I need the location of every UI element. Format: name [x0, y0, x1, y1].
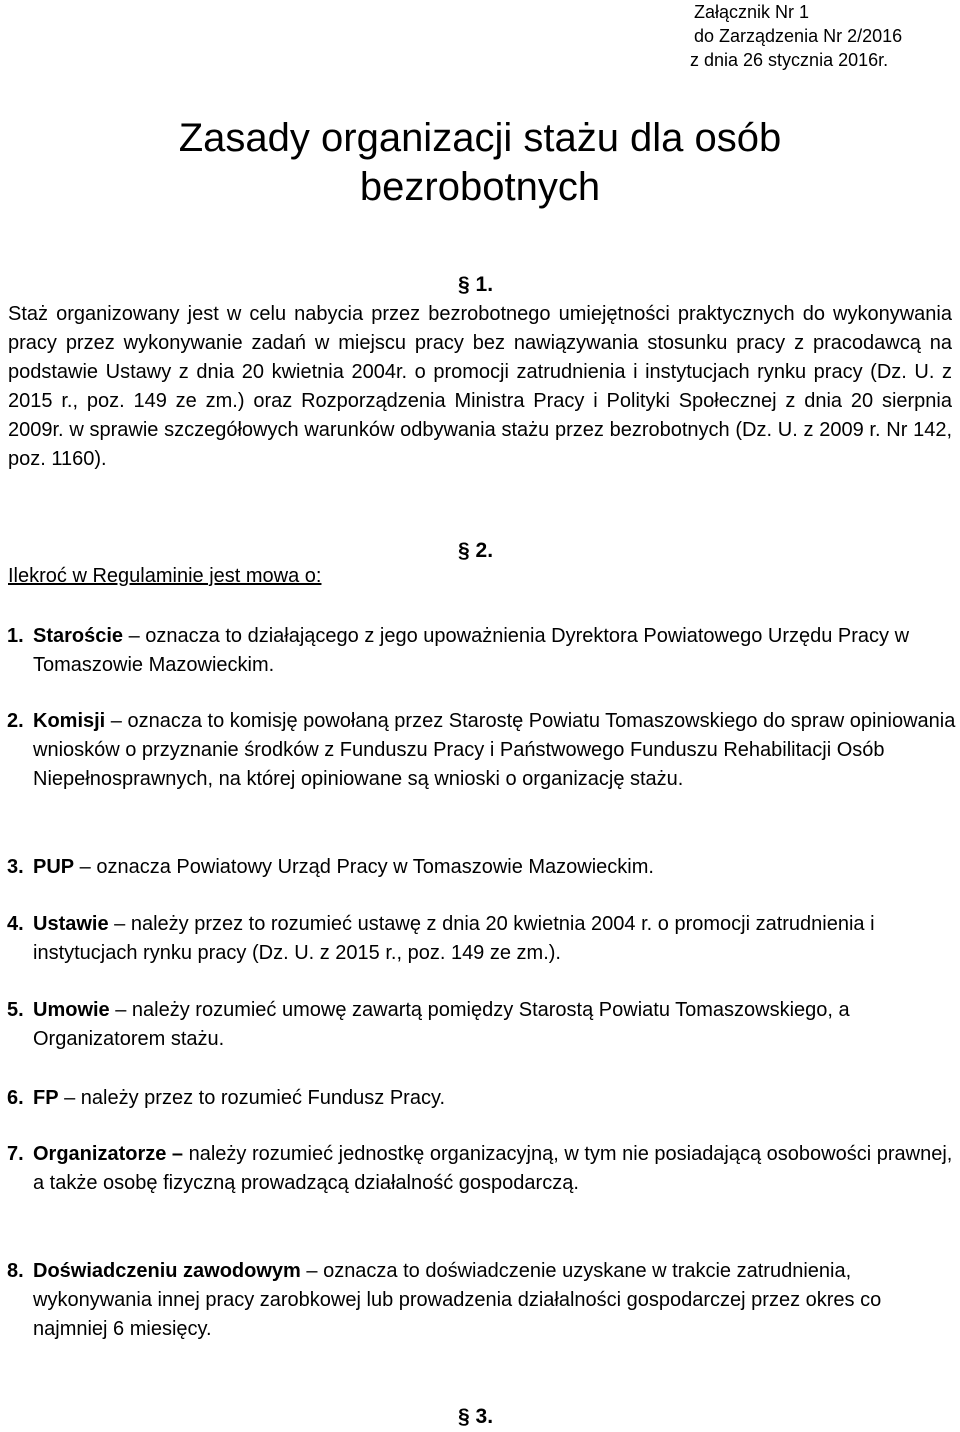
definition-text: – należy przez to rozumieć ustawę z dnia 20 kwietnia 2004 r. o promocji zatrudnienia i instytucjach rynku pracy (Dz. U. z 2015 r., poz. 149 ze zm.).	[33, 913, 875, 964]
definition-item	[7, 622, 958, 680]
definition-number: 6.	[7, 1087, 24, 1109]
definition-item	[7, 1140, 958, 1198]
definition-text: – należy rozumieć umowę zawartą pomiędzy Starostą Powiatu Tomaszowskiego, a Organizatorem stażu.	[33, 999, 850, 1050]
definition-term: Staroście	[33, 625, 124, 647]
definition-term: Doświadczeniu zawodowym	[33, 1260, 301, 1282]
definition-term: Organizatorze –	[33, 1143, 184, 1165]
definition-number: 3.	[7, 856, 24, 878]
definition-number: 1.	[7, 625, 24, 647]
section-2-marker: § 2.	[458, 539, 494, 562]
regulation-date: z dnia 26 stycznia 2016r.	[690, 50, 889, 70]
definition-number: 2.	[7, 710, 24, 732]
definition-number: 7.	[7, 1143, 24, 1165]
definition-text: należy rozumieć jednostkę organizacyjną, w tym nie posiadającą osobowości prawnej, a także osobę fizyczną prowadzącą działalność gospodarczą.	[33, 1143, 953, 1194]
definition-item	[7, 853, 958, 882]
definition-item	[7, 1257, 958, 1344]
definition-number: 4.	[7, 913, 24, 935]
regulation-reference: do Zarządzenia Nr 2/2016	[694, 26, 903, 46]
definition-text: – oznacza to działającego z jego upoważnienia Dyrektora Powiatowego Urzędu Pracy w Tomaszowie Mazowieckim.	[33, 625, 910, 676]
definition-text: – należy przez to rozumieć Fundusz Pracy.	[58, 1087, 446, 1109]
section-3-marker: § 3.	[458, 1405, 494, 1428]
section-1-marker: § 1.	[458, 273, 494, 296]
definition-item	[7, 1084, 958, 1113]
attachment-number: Załącznik Nr 1	[694, 2, 810, 22]
definition-item	[7, 910, 958, 968]
title-line-1: Zasady organizacji stażu dla osób	[178, 116, 782, 160]
definition-text: – oznacza to doświadczenie uzyskane w trakcie zatrudnienia, wykonywania innej pracy zarobkowej lub prowadzenia działalności gospodarczej przez okres co najmniej 6 miesięcy.	[33, 1260, 882, 1340]
definition-item	[7, 996, 958, 1054]
definition-term: PUP	[33, 856, 75, 878]
document-title	[0, 114, 960, 212]
definition-item	[7, 707, 958, 794]
definition-term: Ustawie	[33, 913, 109, 935]
intro-text: Staż organizowany jest w celu nabycia przez bezrobotnego umiejętności praktycznych do wykonywania pracy przez wykonywanie zadań w miejscu pracy bez nawiązywania stosunku pracy z pracodawcą na podstawie Ustawy z dnia 20 kwietnia 2004r. o promocji zatrudnienia i instytucjach rynku pracy (Dz. U. z 2015 r., poz. 149 ze zm.) oraz Rozporządzenia Ministra Pracy i Polityki Społecznej z dnia 20 sierpnia 2009r. w sprawie szczegółowych warunków odbywania stażu przez bezrobotnych (Dz. U. z 2009 r. Nr 142, poz. 1160).	[8, 303, 952, 470]
definition-number: 8.	[7, 1260, 24, 1282]
definition-term: Umowie	[33, 999, 110, 1021]
definition-text: – oznacza Powiatowy Urząd Pracy w Tomaszowie Mazowieckim.	[74, 856, 654, 878]
definition-term: Komisji	[33, 710, 106, 732]
intro-paragraph	[8, 300, 952, 474]
attachment-header	[690, 0, 902, 72]
definition-text: – oznacza to komisję powołaną przez Starostę Powiatu Tomaszowskiego do spraw opiniowania wniosków o przyznanie środków z Funduszu Pracy i Państwowego Funduszu Rehabilitacji Osób Niepełnosprawnych, na której opiniowane są wnioski o organizację stażu.	[33, 710, 956, 790]
title-line-2: bezrobotnych	[359, 165, 601, 209]
definitions-heading: Ilekroć w Regulaminie jest mowa o:	[8, 565, 322, 587]
definition-number: 5.	[7, 999, 24, 1021]
definition-term: FP	[33, 1087, 59, 1109]
